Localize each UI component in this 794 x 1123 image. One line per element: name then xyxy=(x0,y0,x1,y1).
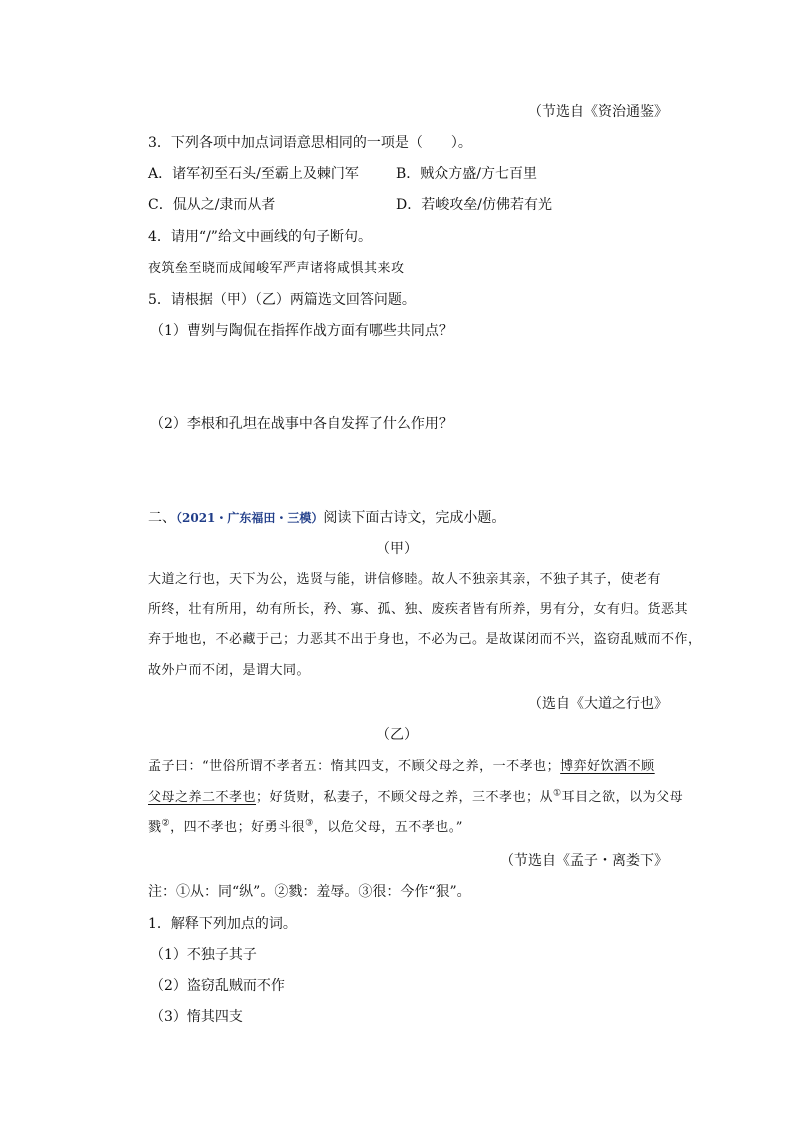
passage-yi-source: （节选自《孟子・离娄下》 xyxy=(500,853,668,869)
underlined-sentence-part-1: 博弈好饮酒不顾 xyxy=(560,759,655,774)
question-4-sentence: 夜筑垒至晓而成闻峻军严声诸将咸惧其来攻 xyxy=(148,261,405,276)
exam-source-tag: （2021・广东福田・三模） xyxy=(176,511,324,525)
passage-yi-line-3-text-end: ，以危父母，五不孝也。” xyxy=(313,820,463,835)
section-2-heading xyxy=(148,508,505,528)
passage-yi-line-2 xyxy=(148,788,683,808)
option-b: B．贼众方盛/方七百里 xyxy=(396,166,538,182)
option-d: D．若峻攻垒/仿佛若有光 xyxy=(396,197,552,213)
annotation-note: 注：①从：同“纵”。②戮：羞辱。③很：今作“狠”。 xyxy=(148,884,471,900)
option-c: C．侃从之/隶而从者 xyxy=(148,197,276,213)
question-4-stem: 4．请用“/”给文中画线的句子断句。 xyxy=(148,229,372,245)
passage-jia-title: （甲） xyxy=(376,541,418,557)
question-1-item-3: （3）惰其四支 xyxy=(150,1009,243,1025)
passage-yi-line-3 xyxy=(148,818,463,838)
passage-yi-title: （乙） xyxy=(376,727,418,743)
question-5-sub-1: （1）曹刿与陶侃在指挥作战方面有哪些共同点？ xyxy=(150,323,453,339)
passage-yi-line-3-word: 戮 xyxy=(148,820,162,835)
footnote-marker-2: ② xyxy=(161,818,171,829)
passage-yi-line-2-text-end: 耳目之欲，以为父母 xyxy=(561,790,684,805)
question-1-item-2: （2）盗窃乱贼而不作 xyxy=(150,978,285,994)
section-2-instruction: 阅读下面古诗文，完成小题。 xyxy=(323,510,506,526)
question-5-sub-2: （2）李根和孔坦在战事中各自发挥了什么作用？ xyxy=(150,416,453,432)
question-5-stem: 5．请根据（甲）（乙）两篇选文回答问题。 xyxy=(148,292,416,308)
source-citation: （节选自《资治通鉴》 xyxy=(528,104,668,120)
passage-jia-line-3: 弃于地也，不必藏于己；力恶其不出于身也，不必为己。是故谋闭而不兴，盗窃乱贼而不作， xyxy=(148,632,702,647)
passage-yi-line-1-text: 孟子曰：“世俗所谓不孝者五：惰其四支，不顾父母之养，一不孝也； xyxy=(148,759,561,774)
footnote-marker-3: ③ xyxy=(305,818,314,829)
passage-jia-source: （选自《大道之行也》 xyxy=(528,696,668,712)
passage-yi-line-1 xyxy=(148,757,655,777)
section-2-prefix: 二、 xyxy=(148,510,176,526)
question-1-stem: 1．解释下列加点的词。 xyxy=(148,916,297,932)
question-1-item-1: （1）不独子其子 xyxy=(150,947,257,963)
footnote-marker-1: ① xyxy=(553,788,562,799)
passage-yi-line-3-text: ，四不孝也；好勇斗很 xyxy=(170,820,306,835)
option-a: A．诸军初至石头/至霸上及棘门军 xyxy=(148,166,359,182)
passage-jia-line-2: 所终，壮有所用，幼有所长，矜、寡、孤、独、废疾者皆有所养，男有分，女有归。货恶其 xyxy=(148,602,689,617)
passage-jia-line-1: 大道之行也，天下为公，选贤与能，讲信修睦。故人不独亲其亲，不独子其子，使老有 xyxy=(148,572,662,587)
underlined-sentence-part-2: 父母之养二不孝也 xyxy=(148,790,257,805)
question-3-stem: 3．下列各项中加点词语意思相同的一项是（ ）。 xyxy=(148,135,472,151)
passage-yi-line-2-text: ；好货财，私妻子，不顾父母之养，三不孝也；从 xyxy=(256,790,554,805)
passage-jia-line-4: 故外户而不闭，是谓大同。 xyxy=(148,663,311,678)
